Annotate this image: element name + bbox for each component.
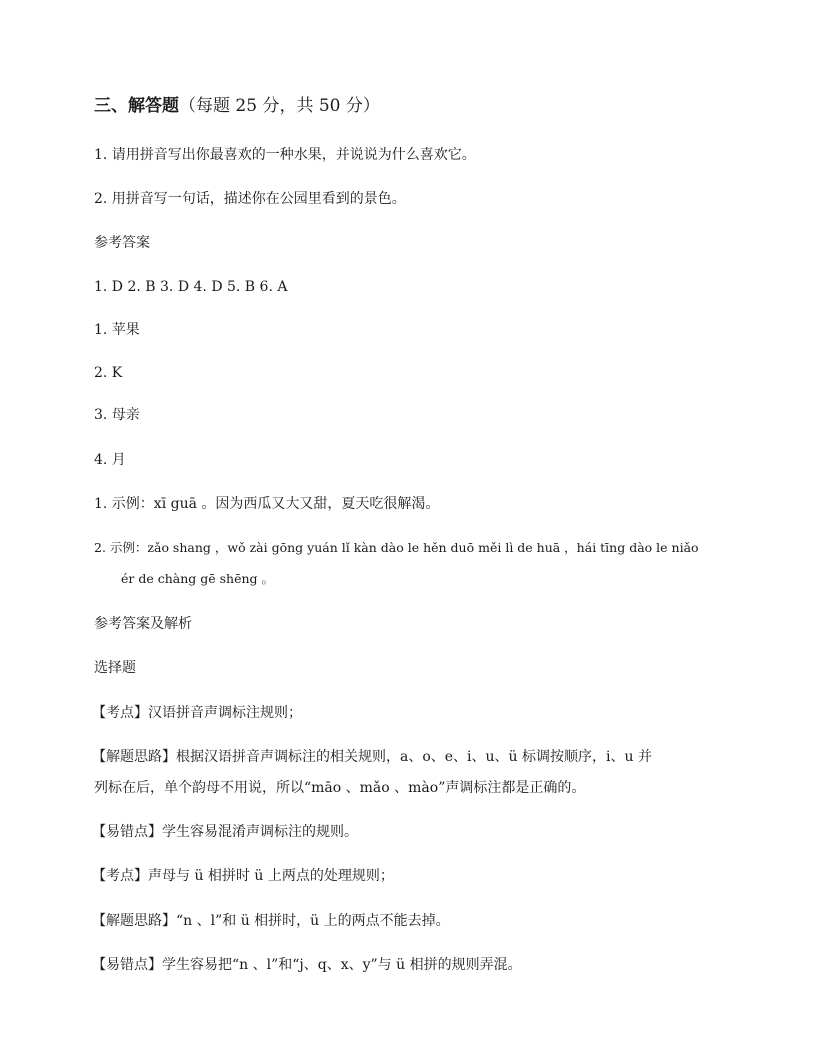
fill-answer-3: 3. 母亲 [94,407,140,423]
solution-idea-2: 【解题思路】“n 、l”和 ü 相拼时，ü 上的两点不能去掉。 [92,913,450,929]
fill-answer-4: 4. 月 [94,452,126,468]
question-2: 2. 用拼音写一句话，描述你在公园里看到的景色。 [94,191,406,207]
error-point-2: 【易错点】学生容易把“n 、l”和“j、q、x、y”与 ü 相拼的规则弄混。 [92,957,522,973]
section-title [94,95,380,117]
choice-answers: 1. D 2. B 3. D 4. D 5. B 6. A [94,279,288,295]
essay-answer-2: 2. 示例：zǎo shang ，wǒ zài gōng yuán lǐ kàn dào le hěn duō měi lì de huā ，hái tīng dào le niǎo [94,540,699,555]
answer-heading: 参考答案 [94,235,150,251]
essay-answer-1: 1. 示例：xī guā 。因为西瓜又大又甜，夏天吃很解渴。 [94,496,440,512]
exam-point-1: 【考点】汉语拼音声调标注规则； [92,705,302,721]
solution-idea-1: 【解题思路】根据汉语拼音声调标注的相关规则，a、o、e、i、u、ü 标调按顺序，i、u 并 [92,749,652,765]
choice-section-label: 选择题 [94,660,136,676]
solution-idea-1-continued: 列标在后，单个韵母不用说，所以“māo 、mǎo 、mào”声调标注都是正确的。 [94,780,586,796]
section-score-note: （每题 25 分，共 50 分） [179,96,380,116]
question-1: 1. 请用拼音写出你最喜欢的一种水果，并说说为什么喜欢它。 [94,147,476,163]
fill-answer-2: 2. K [94,365,123,381]
error-point-1: 【易错点】学生容易混淆声调标注的规则。 [92,824,358,840]
essay-answer-2-continued: ér de chàng gē shēng 。 [121,571,275,586]
exam-point-2: 【考点】声母与 ü 相拼时 ü 上两点的处理规则； [92,868,394,884]
fill-answer-1: 1. 苹果 [94,322,140,338]
section-heading: 三、解答题 [94,96,179,116]
analysis-heading: 参考答案及解析 [94,616,192,632]
